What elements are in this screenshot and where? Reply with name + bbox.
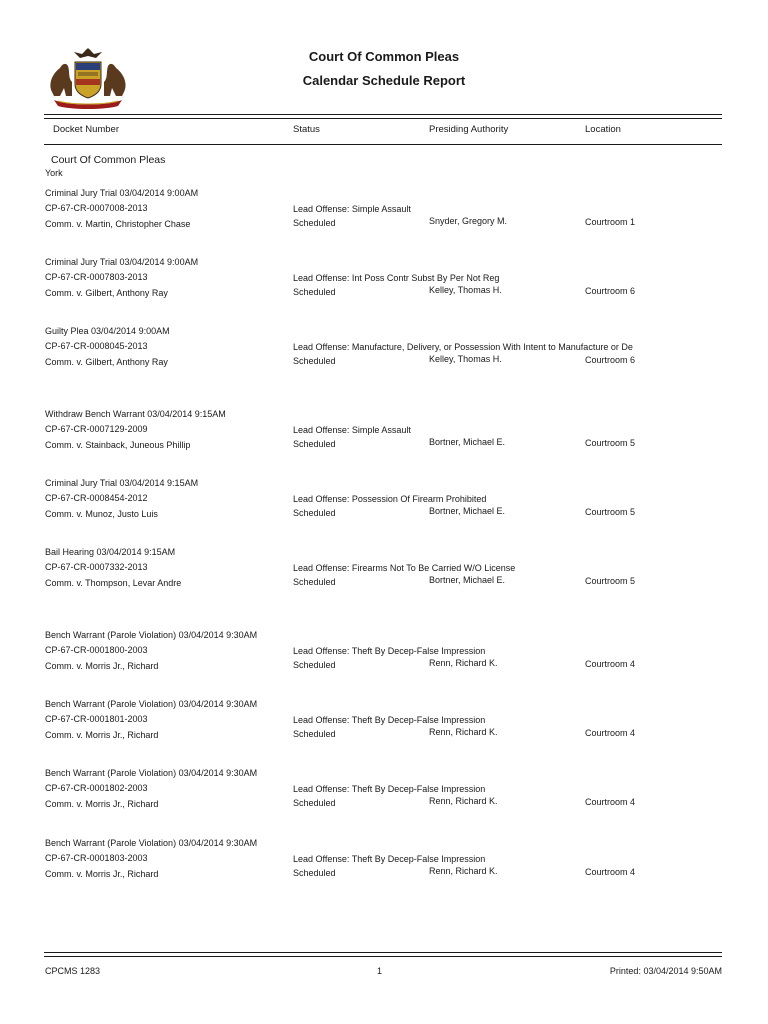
presiding-judge: Renn, Richard K.	[429, 866, 498, 876]
courtroom-location: Courtroom 4	[585, 867, 636, 877]
entry-status: Scheduled	[293, 729, 336, 739]
event-title: Bench Warrant (Parole Violation) 03/04/2014 9:30AM	[45, 768, 258, 778]
calendar-entry	[0, 478, 768, 528]
entry-status: Scheduled	[293, 508, 336, 518]
entry-status: Scheduled	[293, 660, 336, 670]
footer-rule-bottom	[44, 956, 722, 957]
presiding-judge: Bortner, Michael E.	[429, 437, 506, 447]
presiding-judge: Bortner, Michael E.	[429, 575, 506, 585]
case-caption: Comm. v. Martin, Christopher Chase	[45, 219, 191, 229]
calendar-entry	[0, 838, 768, 888]
lead-offense: Lead Offense: Simple Assault	[293, 425, 411, 435]
case-caption: Comm. v. Morris Jr., Richard	[45, 799, 159, 809]
lead-offense: Lead Offense: Manufacture, Delivery, or Possession With Intent to Manufacture or De	[293, 342, 633, 352]
case-caption: Comm. v. Gilbert, Anthony Ray	[45, 357, 168, 367]
docket-number: CP-67-CR-0001800-2003	[45, 645, 148, 655]
presiding-judge: Bortner, Michael E.	[429, 506, 506, 516]
presiding-judge: Renn, Richard K.	[429, 727, 498, 737]
lead-offense: Lead Offense: Theft By Decep-False Impression	[293, 854, 486, 864]
report-title: Calendar Schedule Report	[302, 73, 466, 88]
entry-status: Scheduled	[293, 868, 336, 878]
event-title: Bail Hearing 03/04/2014 9:15AM	[45, 547, 176, 557]
footer-rule-top	[44, 952, 722, 953]
calendar-entry	[0, 547, 768, 597]
lead-offense: Lead Offense: Possession Of Firearm Prohibited	[293, 494, 487, 504]
docket-number: CP-67-CR-0001802-2003	[45, 783, 148, 793]
courtroom-location: Courtroom 6	[585, 286, 636, 296]
case-caption: Comm. v. Thompson, Levar Andre	[45, 578, 182, 588]
lead-offense: Lead Offense: Int Poss Contr Subst By Per Not Reg	[293, 273, 500, 283]
event-title: Guilty Plea 03/04/2014 9:00AM	[45, 326, 170, 336]
docket-number: CP-67-CR-0001801-2003	[45, 714, 148, 724]
case-caption: Comm. v. Morris Jr., Richard	[45, 730, 159, 740]
presiding-judge: Kelley, Thomas H.	[429, 285, 502, 295]
courtroom-location: Courtroom 4	[585, 728, 636, 738]
docket-number: CP-67-CR-0007803-2013	[45, 272, 148, 282]
column-header-docket: Docket Number	[53, 124, 119, 135]
presiding-judge: Snyder, Gregory M.	[429, 216, 508, 226]
docket-number: CP-67-CR-0008454-2012	[45, 493, 148, 503]
calendar-entry	[0, 699, 768, 749]
courtroom-location: Courtroom 4	[585, 797, 636, 807]
report-court-title: Court Of Common Pleas	[308, 49, 460, 64]
presiding-judge: Kelley, Thomas H.	[429, 354, 502, 364]
footer-printed-date: Printed: 03/04/2014 9:50AM	[609, 966, 722, 976]
case-caption: Comm. v. Morris Jr., Richard	[45, 869, 159, 879]
lead-offense: Lead Offense: Theft By Decep-False Impression	[293, 715, 486, 725]
calendar-entry	[0, 326, 768, 376]
courtroom-location: Courtroom 1	[585, 217, 636, 227]
presiding-judge: Renn, Richard K.	[429, 796, 498, 806]
section-court-name: Court Of Common Pleas	[51, 154, 166, 166]
docket-number: CP-67-CR-0007332-2013	[45, 562, 148, 572]
calendar-entry	[0, 257, 768, 307]
footer-page-number: 1	[377, 966, 383, 976]
column-header-authority: Presiding Authority	[429, 124, 509, 135]
docket-number: CP-67-CR-0008045-2013	[45, 341, 148, 351]
lead-offense: Lead Offense: Theft By Decep-False Impression	[293, 646, 486, 656]
docket-number: CP-67-CR-0007129-2009	[45, 424, 148, 434]
entry-status: Scheduled	[293, 218, 336, 228]
column-header-location: Location	[585, 124, 621, 135]
column-header-status: Status	[293, 124, 320, 135]
lead-offense: Lead Offense: Theft By Decep-False Impression	[293, 784, 486, 794]
entry-status: Scheduled	[293, 356, 336, 366]
header-rule-top	[44, 114, 722, 115]
case-caption: Comm. v. Munoz, Justo Luis	[45, 509, 158, 519]
event-title: Bench Warrant (Parole Violation) 03/04/2014 9:30AM	[45, 838, 258, 848]
lead-offense: Lead Offense: Simple Assault	[293, 204, 411, 214]
event-title: Criminal Jury Trial 03/04/2014 9:15AM	[45, 478, 199, 488]
entry-status: Scheduled	[293, 439, 336, 449]
header-rule-bottom	[44, 118, 722, 119]
docket-number: CP-67-CR-0001803-2003	[45, 853, 148, 863]
event-title: Criminal Jury Trial 03/04/2014 9:00AM	[45, 257, 199, 267]
event-title: Criminal Jury Trial 03/04/2014 9:00AM	[45, 188, 199, 198]
docket-number: CP-67-CR-0007008-2013	[45, 203, 148, 213]
courtroom-location: Courtroom 5	[585, 438, 636, 448]
courtroom-location: Courtroom 6	[585, 355, 636, 365]
courtroom-location: Courtroom 5	[585, 576, 636, 586]
calendar-entry	[0, 630, 768, 680]
column-header-rule	[44, 144, 722, 145]
case-caption: Comm. v. Stainback, Juneous Phillip	[45, 440, 191, 450]
case-caption: Comm. v. Gilbert, Anthony Ray	[45, 288, 168, 298]
calendar-entry	[0, 409, 768, 459]
courtroom-location: Courtroom 4	[585, 659, 636, 669]
entry-status: Scheduled	[293, 577, 336, 587]
section-county: York	[45, 168, 63, 178]
calendar-entry	[0, 188, 768, 238]
entry-status: Scheduled	[293, 798, 336, 808]
event-title: Bench Warrant (Parole Violation) 03/04/2014 9:30AM	[45, 699, 258, 709]
courtroom-location: Courtroom 5	[585, 507, 636, 517]
case-caption: Comm. v. Morris Jr., Richard	[45, 661, 159, 671]
calendar-entry	[0, 768, 768, 818]
footer-form-number: CPCMS 1283	[45, 966, 101, 976]
event-title: Withdraw Bench Warrant 03/04/2014 9:15AM	[45, 409, 226, 419]
lead-offense: Lead Offense: Firearms Not To Be Carried W/O License	[293, 563, 516, 573]
entry-status: Scheduled	[293, 287, 336, 297]
presiding-judge: Renn, Richard K.	[429, 658, 498, 668]
event-title: Bench Warrant (Parole Violation) 03/04/2014 9:30AM	[45, 630, 258, 640]
